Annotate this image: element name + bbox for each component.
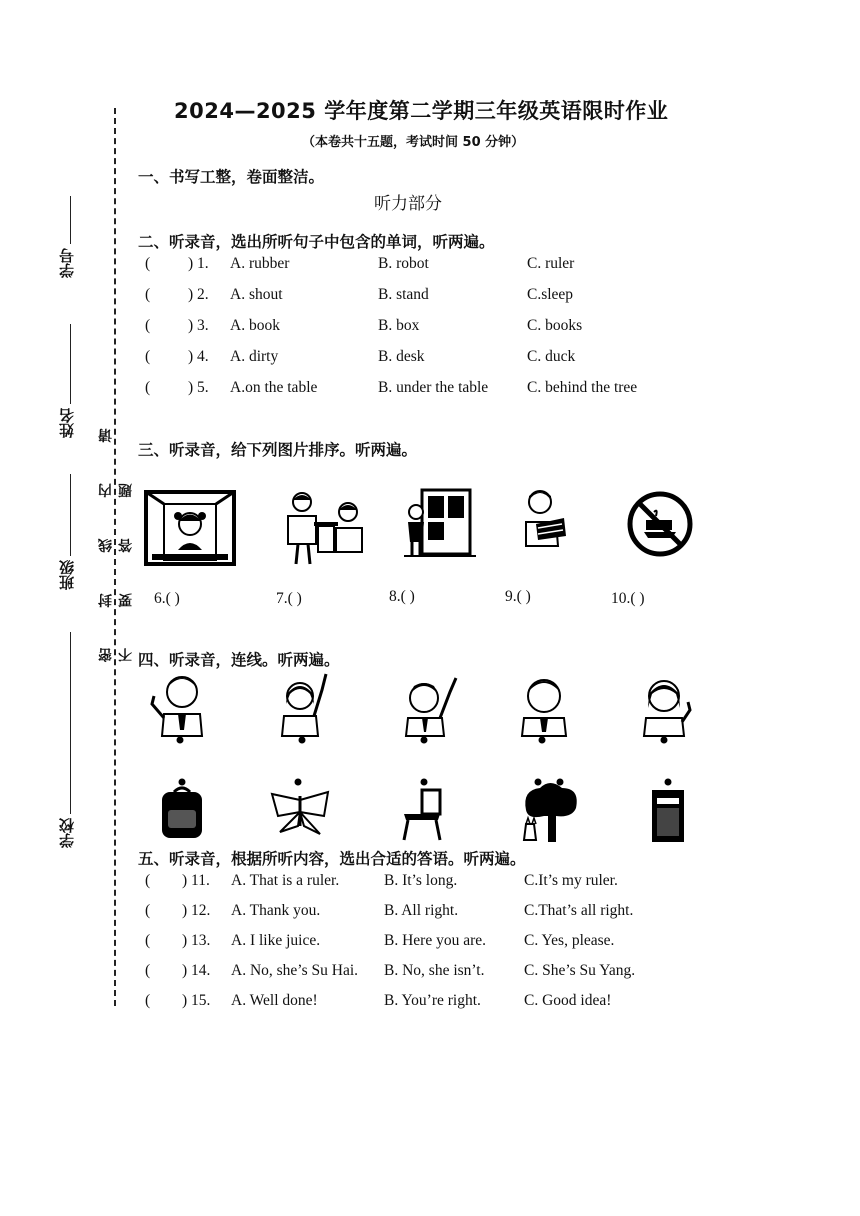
butterfly-image[interactable]	[268, 776, 332, 842]
question-number: ) 2.	[188, 286, 209, 303]
option-b: B. box	[378, 317, 420, 334]
schoolbag-image[interactable]	[156, 776, 206, 842]
question-number: ) 14.	[182, 962, 211, 979]
question-number: ) 15.	[182, 992, 211, 1009]
option-a: A. dirty	[230, 348, 279, 365]
student-id-label: 学号	[58, 248, 76, 278]
option-b: B. desk	[378, 348, 425, 365]
tree-with-cat-image[interactable]	[520, 774, 582, 844]
student-id-field[interactable]	[70, 196, 71, 244]
option-c: C. Yes, please.	[524, 932, 615, 949]
question-number: ) 12.	[182, 902, 211, 919]
teacher-and-student-image	[280, 488, 372, 568]
option-c: C.sleep	[527, 286, 574, 303]
option-c: C.It’s my ruler.	[524, 872, 618, 889]
section-3-heading: 三、听录音，给下列图片排序。听两遍。	[138, 441, 418, 459]
option-b: B. It’s long.	[384, 872, 458, 889]
option-b: B. Here you are.	[384, 932, 486, 949]
answer-paren[interactable]: (	[145, 932, 151, 949]
person-at-door-image	[402, 486, 478, 560]
section-5-heading: 五、听录音，根据所听内容，选出合适的答语。听两遍。	[138, 850, 526, 868]
girl-at-window-image	[142, 488, 238, 568]
no-eating-sign-image	[626, 490, 694, 558]
question-number: ) 3.	[188, 317, 209, 334]
order-answer-6[interactable]: 6.( )	[154, 590, 180, 607]
answer-paren[interactable]: (	[145, 992, 151, 1009]
order-answer-10[interactable]: 10.( )	[611, 590, 645, 607]
answer-paren[interactable]: (	[145, 962, 151, 979]
class-field[interactable]	[70, 474, 71, 556]
option-a: A. No, she’s Su Hai.	[231, 962, 359, 979]
option-b: B. No, she isn’t.	[384, 962, 485, 979]
section-1-heading: 一、书写工整，卷面整洁。	[138, 168, 325, 186]
option-b: B. stand	[378, 286, 429, 303]
section-2-heading: 二、听录音，选出所听句子中包含的单词，听两遍。	[138, 233, 495, 251]
option-b: B. under the table	[378, 379, 489, 396]
option-a: A. Thank you.	[231, 902, 321, 919]
order-answer-7[interactable]: 7.( )	[276, 590, 302, 607]
question-number: ) 5.	[188, 379, 209, 396]
seal-line-notice: 密 封 线 内 请 不 要 答 题	[98, 410, 134, 662]
answer-paren[interactable]: (	[145, 902, 151, 919]
option-c: C.That’s all right.	[524, 902, 634, 919]
class-label: 班级	[58, 560, 76, 590]
section-4-heading: 四、听录音，连线。听两遍。	[138, 651, 340, 669]
option-c: C. duck	[527, 348, 576, 365]
option-c: C. books	[527, 317, 583, 334]
answer-paren[interactable]: (	[145, 872, 151, 889]
option-c: C. She’s Su Yang.	[524, 962, 636, 979]
option-a: A. shout	[230, 286, 283, 303]
option-a: A. I like juice.	[231, 932, 321, 949]
question-number: ) 13.	[182, 932, 211, 949]
answer-paren[interactable]: (	[145, 255, 151, 272]
boy-smiling-image[interactable]	[518, 672, 572, 744]
boy-waving-image[interactable]	[146, 670, 216, 744]
boy-raising-hand-image[interactable]	[398, 672, 464, 744]
answer-paren[interactable]: (	[145, 379, 151, 396]
page-title: 2024—2025 学年度第二学期三年级英语限时作业	[174, 99, 669, 123]
school-field[interactable]	[70, 632, 71, 814]
name-label: 姓名	[58, 408, 76, 438]
answer-paren[interactable]: (	[145, 317, 151, 334]
boy-reading-image	[520, 488, 568, 552]
chair-image[interactable]	[398, 776, 448, 842]
option-a: A. Well done!	[231, 992, 318, 1009]
option-b: B. All right.	[384, 902, 459, 919]
order-answer-9[interactable]: 9.( )	[505, 588, 531, 605]
page-subtitle: （本卷共十五题，考试时间 50 分钟）	[302, 135, 525, 150]
order-answer-8[interactable]: 8.( )	[389, 588, 415, 605]
school-label: 学校	[58, 818, 76, 848]
answer-paren[interactable]: (	[145, 348, 151, 365]
question-number: ) 11.	[182, 872, 210, 889]
option-b: B. robot	[378, 255, 429, 272]
option-c: C. behind the tree	[527, 379, 638, 396]
option-c: C. ruler	[527, 255, 575, 272]
question-number: ) 4.	[188, 348, 209, 365]
option-a: A. rubber	[230, 255, 290, 272]
girl-waving-image[interactable]	[638, 672, 694, 744]
girl-raising-hand-image[interactable]	[274, 670, 332, 744]
option-a: A. book	[230, 317, 280, 334]
question-number: ) 1.	[188, 255, 209, 272]
option-b: B. You’re right.	[384, 992, 481, 1009]
option-a: A.on the table	[230, 379, 318, 396]
answer-paren[interactable]: (	[145, 286, 151, 303]
option-a: A. That is a ruler.	[231, 872, 340, 889]
listening-part-heading: 听力部分	[374, 194, 442, 214]
pencil-case-image[interactable]	[648, 774, 688, 844]
option-c: C. Good idea!	[524, 992, 612, 1009]
name-field[interactable]	[70, 324, 71, 404]
